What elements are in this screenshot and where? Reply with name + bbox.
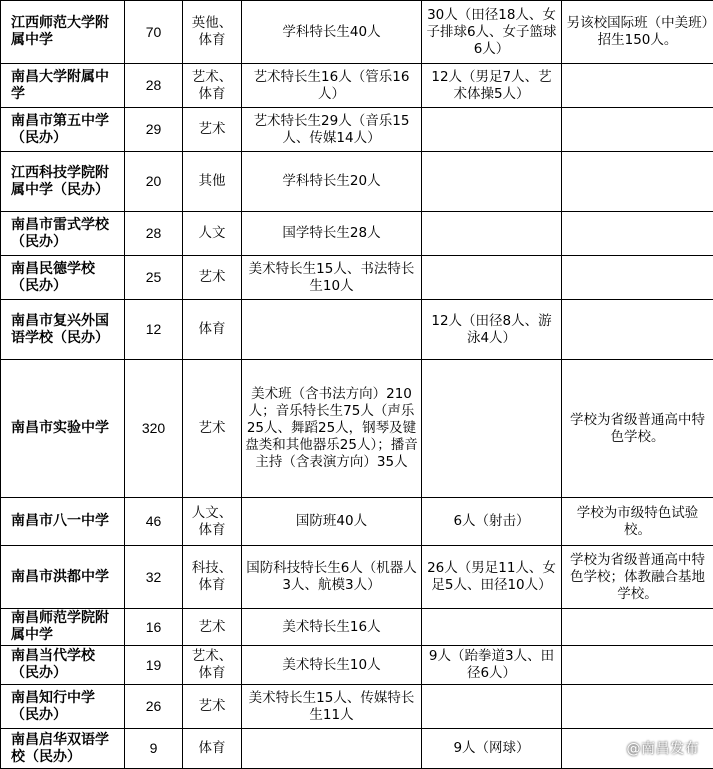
special-talent bbox=[242, 729, 422, 769]
enrollment-count: 32 bbox=[125, 546, 183, 609]
school-name: 南昌市洪都中学 bbox=[1, 546, 125, 609]
notes bbox=[562, 64, 713, 108]
enrollment-count: 16 bbox=[125, 609, 183, 646]
category: 艺术 bbox=[183, 360, 242, 498]
special-talent: 国学特长生28人 bbox=[242, 212, 422, 256]
special-talent: 国防科技特长生6人（机器人3人、航模3人） bbox=[242, 546, 422, 609]
enrollment-count: 28 bbox=[125, 64, 183, 108]
notes bbox=[562, 646, 713, 685]
notes bbox=[562, 152, 713, 212]
table-row bbox=[1, 685, 713, 729]
sports-talent bbox=[422, 152, 562, 212]
school-name: 南昌知行中学（民办） bbox=[1, 685, 125, 729]
notes: 另该校国际班（中美班）招生150人。 bbox=[562, 1, 713, 64]
school-name: 南昌市实验中学 bbox=[1, 360, 125, 498]
sports-talent: 26人（男足11人、女足5人、田径10人） bbox=[422, 546, 562, 609]
enrollment-count: 28 bbox=[125, 212, 183, 256]
table-row bbox=[1, 360, 713, 498]
category: 人文 bbox=[183, 212, 242, 256]
sports-talent: 9人（跆拳道3人、田径6人） bbox=[422, 646, 562, 685]
category: 科技、体育 bbox=[183, 546, 242, 609]
sports-talent bbox=[422, 685, 562, 729]
sports-talent bbox=[422, 609, 562, 646]
special-talent: 美术班（含书法方向）210人；音乐特长生75人（声乐25人、舞蹈25人，钢琴及键盘类和其他器乐25人）；播音主持（含表演方向）35人 bbox=[242, 360, 422, 498]
table-row bbox=[1, 1, 713, 64]
category: 体育 bbox=[183, 300, 242, 360]
category: 艺术、体育 bbox=[183, 646, 242, 685]
sports-talent bbox=[422, 360, 562, 498]
notes: 学校为省级普通高中特色学校；体教融合基地学校。 bbox=[562, 546, 713, 609]
school-name: 江西师范大学附属中学 bbox=[1, 1, 125, 64]
special-talent: 学科特长生40人 bbox=[242, 1, 422, 64]
table-row bbox=[1, 152, 713, 212]
school-name: 南昌当代学校（民办） bbox=[1, 646, 125, 685]
category: 艺术、体育 bbox=[183, 64, 242, 108]
school-name: 江西科技学院附属中学（民办） bbox=[1, 152, 125, 212]
enrollment-count: 70 bbox=[125, 1, 183, 64]
sports-talent: 6人（射击） bbox=[422, 498, 562, 546]
enrollment-count: 12 bbox=[125, 300, 183, 360]
table-row bbox=[1, 212, 713, 256]
table-row bbox=[1, 300, 713, 360]
category: 艺术 bbox=[183, 256, 242, 300]
notes bbox=[562, 300, 713, 360]
sports-talent bbox=[422, 108, 562, 152]
sports-talent: 9人（网球） bbox=[422, 729, 562, 769]
school-name: 南昌师范学院附属中学 bbox=[1, 609, 125, 646]
category: 其他 bbox=[183, 152, 242, 212]
table-row bbox=[1, 646, 713, 685]
enrollment-count: 320 bbox=[125, 360, 183, 498]
table-row bbox=[1, 64, 713, 108]
category: 体育 bbox=[183, 729, 242, 769]
table-row bbox=[1, 729, 713, 769]
enrollment-count: 26 bbox=[125, 685, 183, 729]
school-name: 南昌民德学校（民办） bbox=[1, 256, 125, 300]
special-talent: 美术特长生15人、传媒特长生11人 bbox=[242, 685, 422, 729]
school-name: 南昌市复兴外国语学校（民办） bbox=[1, 300, 125, 360]
notes: 学校为市级特色试验校。 bbox=[562, 498, 713, 546]
table-row bbox=[1, 498, 713, 546]
sports-talent: 30人（田径18人、女子排球6人、女子篮球6人） bbox=[422, 1, 562, 64]
special-talent: 美术特长生10人 bbox=[242, 646, 422, 685]
school-name: 南昌市雷式学校（民办） bbox=[1, 212, 125, 256]
special-talent: 艺术特长生29人（音乐15人、传媒14人） bbox=[242, 108, 422, 152]
sports-talent bbox=[422, 256, 562, 300]
notes: 学校为省级普通高中特色学校。 bbox=[562, 360, 713, 498]
table-row bbox=[1, 546, 713, 609]
sports-talent: 12人（田径8人、游泳4人） bbox=[422, 300, 562, 360]
notes bbox=[562, 108, 713, 152]
enrollment-count: 25 bbox=[125, 256, 183, 300]
enrollment-count: 9 bbox=[125, 729, 183, 769]
notes bbox=[562, 609, 713, 646]
enrollment-count: 19 bbox=[125, 646, 183, 685]
school-name: 南昌市第五中学（民办） bbox=[1, 108, 125, 152]
category: 艺术 bbox=[183, 685, 242, 729]
notes bbox=[562, 685, 713, 729]
table-row bbox=[1, 108, 713, 152]
notes bbox=[562, 256, 713, 300]
enrollment-count: 20 bbox=[125, 152, 183, 212]
enrollment-count: 46 bbox=[125, 498, 183, 546]
sports-talent: 12人（男足7人、艺术体操5人） bbox=[422, 64, 562, 108]
special-talent: 学科特长生20人 bbox=[242, 152, 422, 212]
category: 艺术 bbox=[183, 108, 242, 152]
special-talent: 美术特长生15人、书法特长生10人 bbox=[242, 256, 422, 300]
school-name: 南昌启华双语学校（民办） bbox=[1, 729, 125, 769]
watermark-text: @南昌发布 bbox=[627, 738, 700, 758]
special-talent: 美术特长生16人 bbox=[242, 609, 422, 646]
special-talent: 艺术特长生16人（管乐16人） bbox=[242, 64, 422, 108]
enrollment-count: 29 bbox=[125, 108, 183, 152]
sports-talent bbox=[422, 212, 562, 256]
table-row bbox=[1, 609, 713, 646]
table-row bbox=[1, 256, 713, 300]
category: 人文、体育 bbox=[183, 498, 242, 546]
school-name: 南昌市八一中学 bbox=[1, 498, 125, 546]
special-talent: 国防班40人 bbox=[242, 498, 422, 546]
category: 英他、体育 bbox=[183, 1, 242, 64]
special-talent bbox=[242, 300, 422, 360]
notes bbox=[562, 212, 713, 256]
category: 艺术 bbox=[183, 609, 242, 646]
school-name: 南昌大学附属中学 bbox=[1, 64, 125, 108]
